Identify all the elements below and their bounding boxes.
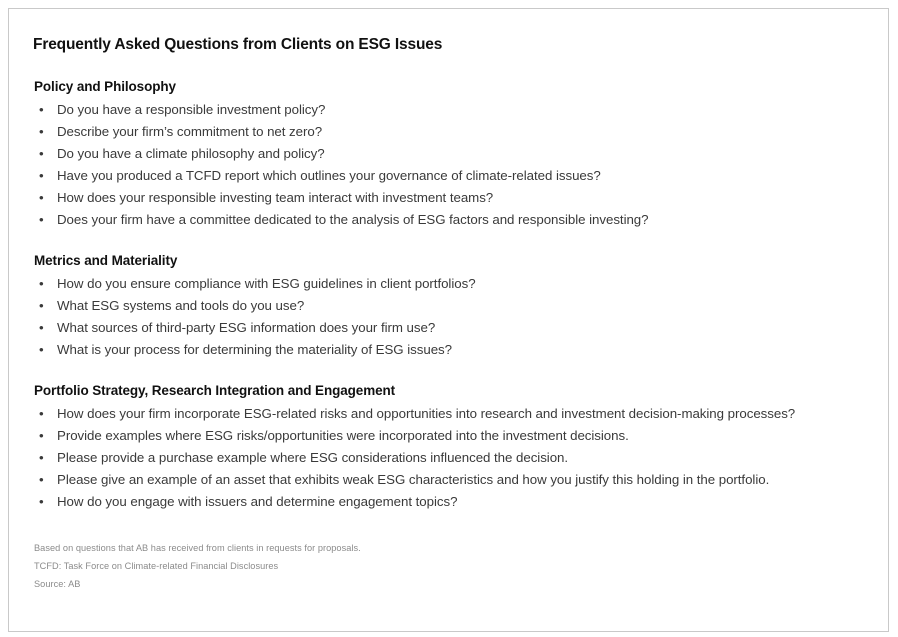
bullet-icon: • [39,168,44,183]
list-item [33,187,874,209]
list-item [33,209,874,231]
exhibit-container [8,8,889,632]
bullet-icon: • [39,102,44,117]
list-item-text: Do you have a climate philosophy and policy? [57,146,325,161]
list-item-text: Have you produced a TCFD report which outlines your governance of climate-related issues? [57,168,601,183]
list-item-text: What is your process for determining the materiality of ESG issues? [57,342,452,357]
section-policy-and-philosophy [33,78,874,231]
section-metrics-and-materiality [33,252,874,361]
bullet-icon: • [39,276,44,291]
bullet-icon: • [39,298,44,313]
list-item-text: How do you engage with issuers and determine engagement topics? [57,494,458,509]
exhibit-body [33,35,874,513]
bullet-icon: • [39,320,44,335]
list-item [33,339,874,361]
list-item [33,99,874,121]
section-heading: Policy and Philosophy [34,79,176,94]
bullet-icon: • [39,406,44,421]
footnote-source: Source: AB [34,579,81,589]
list-item [33,317,874,339]
bullet-icon: • [39,494,44,509]
list-item [33,165,874,187]
bullet-list [33,403,874,513]
list-item [33,491,874,513]
list-item [33,143,874,165]
list-item-text: Please give an example of an asset that exhibits weak ESG characteristics and how you justify this holding in the portfolio. [57,472,770,487]
list-item [33,469,874,491]
footnote-source-note: Based on questions that AB has received from clients in requests for proposals. [34,543,361,553]
list-item-text: Describe your firm’s commitment to net zero? [57,124,323,139]
bullet-list [33,273,874,361]
bullet-icon: • [39,146,44,161]
list-item-text: How do you ensure compliance with ESG guidelines in client portfolios? [57,276,476,291]
section-heading: Metrics and Materiality [34,253,178,268]
bullet-list [33,99,874,231]
list-item-text: Does your firm have a committee dedicated to the analysis of ESG factors and responsible investing? [57,212,649,227]
bullet-icon: • [39,450,44,465]
list-item-text: What sources of third-party ESG information does your firm use? [57,320,436,335]
bullet-icon: • [39,428,44,443]
list-item-text: How does your responsible investing team interact with investment teams? [57,190,494,205]
bullet-icon: • [39,190,44,205]
bullet-icon: • [39,124,44,139]
list-item-text: Do you have a responsible investment policy? [57,102,326,117]
section-heading: Portfolio Strategy, Research Integration and Engagement [34,383,396,398]
list-item-text: Please provide a purchase example where ESG considerations influenced the decision. [57,450,569,465]
list-item [33,273,874,295]
list-item [33,403,874,425]
list-item [33,295,874,317]
list-item [33,121,874,143]
bullet-icon: • [39,472,44,487]
list-item-text: Provide examples where ESG risks/opportunities were incorporated into the investment decisions. [57,428,629,443]
list-item [33,447,874,469]
page-title: Frequently Asked Questions from Clients on ESG Issues [33,36,443,53]
bullet-icon: • [39,342,44,357]
list-item-text: What ESG systems and tools do you use? [57,298,305,313]
list-item-text: How does your firm incorporate ESG-related risks and opportunities into research and investment decision-making processes? [57,406,796,421]
bullet-icon: • [39,212,44,227]
section-portfolio-strategy [33,382,874,513]
list-item [33,425,874,447]
footnote-tcfd-definition: TCFD: Task Force on Climate-related Financial Disclosures [34,561,279,571]
footnotes [34,539,874,593]
